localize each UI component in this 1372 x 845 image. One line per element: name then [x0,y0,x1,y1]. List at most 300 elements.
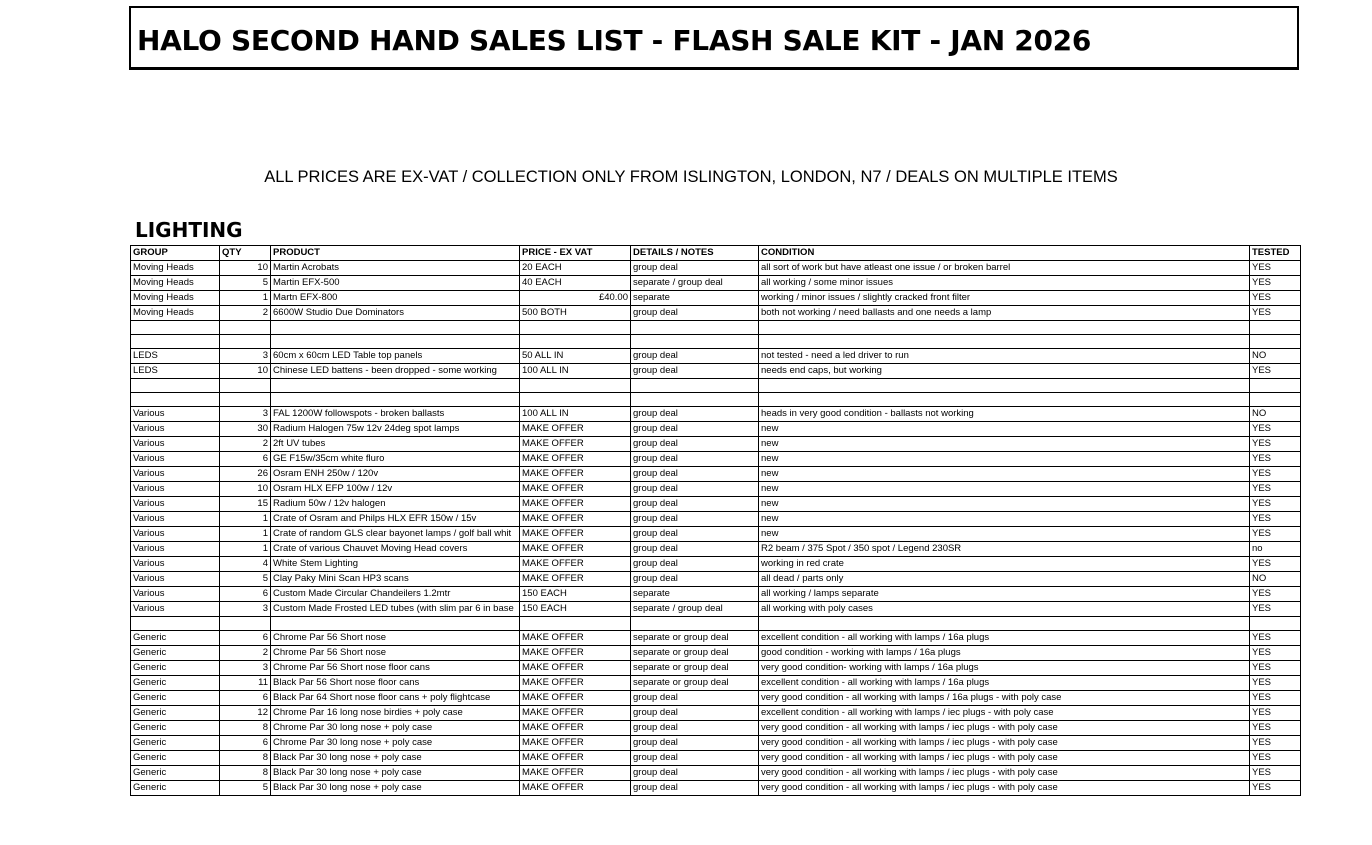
cell-condition: good condition - working with lamps / 16a plugs [759,646,1250,661]
cell-price: MAKE OFFER [520,542,631,557]
cell-condition: R2 beam / 375 Spot / 350 spot / Legend 230SR [759,542,1250,557]
cell-tested: YES [1250,781,1301,796]
cell-group: Generic [131,661,220,676]
cell-product: Custom Made Frosted LED tubes (with slim par 6 in base [271,602,520,617]
cell-product [271,321,520,335]
cell-group: Moving Heads [131,261,220,276]
cell-product: Martin Acrobats [271,261,520,276]
cell-price: MAKE OFFER [520,676,631,691]
cell-details: group deal [631,261,759,276]
cell-tested: YES [1250,452,1301,467]
table-row [131,364,1301,379]
cell-tested: YES [1250,557,1301,572]
cell-price: MAKE OFFER [520,422,631,437]
cell-price [520,393,631,407]
cell-price: 150 EACH [520,587,631,602]
cell-product [271,335,520,349]
cell-condition: very good condition - all working with lamps / iec plugs - with poly case [759,781,1250,796]
table-row [131,691,1301,706]
cell-tested: YES [1250,422,1301,437]
cell-condition: excellent condition - all working with lamps / 16a plugs [759,631,1250,646]
cell-details: separate or group deal [631,646,759,661]
cell-product: Osram ENH 250w / 120v [271,467,520,482]
cell-group: Various [131,407,220,422]
cell-price: MAKE OFFER [520,691,631,706]
cell-product: Osram HLX EFP 100w / 12v [271,482,520,497]
cell-tested: NO [1250,349,1301,364]
table-row [131,781,1301,796]
cell-group: Generic [131,706,220,721]
cell-condition: needs end caps, but working [759,364,1250,379]
cell-details: separate or group deal [631,631,759,646]
cell-qty: 5 [220,276,271,291]
cell-tested: YES [1250,261,1301,276]
table-row [131,437,1301,452]
cell-details: group deal [631,766,759,781]
cell-product: Chinese LED battens - been dropped - some working [271,364,520,379]
cell-tested: YES [1250,766,1301,781]
cell-qty: 15 [220,497,271,512]
cell-details [631,335,759,349]
cell-price: MAKE OFFER [520,482,631,497]
cell-qty: 10 [220,261,271,276]
cell-qty: 8 [220,721,271,736]
cell-price: MAKE OFFER [520,527,631,542]
cell-condition: all working with poly cases [759,602,1250,617]
header-row [131,246,1301,261]
cell-details: separate [631,587,759,602]
cell-details [631,617,759,631]
cell-group: Various [131,527,220,542]
cell-tested: YES [1250,437,1301,452]
cell-details: group deal [631,781,759,796]
cell-qty: 8 [220,766,271,781]
cell-qty: 11 [220,676,271,691]
cell-product: Chrome Par 56 Short nose [271,646,520,661]
cell-tested: YES [1250,646,1301,661]
cell-price: MAKE OFFER [520,751,631,766]
cell-price: MAKE OFFER [520,631,631,646]
cell-tested: YES [1250,602,1301,617]
cell-tested: YES [1250,482,1301,497]
cell-qty: 30 [220,422,271,437]
cell-product: Chrome Par 30 long nose + poly case [271,721,520,736]
cell-details [631,379,759,393]
cell-price: MAKE OFFER [520,706,631,721]
cell-tested [1250,617,1301,631]
cell-details: group deal [631,721,759,736]
cell-condition: new [759,437,1250,452]
cell-qty [220,335,271,349]
cell-group: LEDS [131,349,220,364]
cell-price: 50 ALL IN [520,349,631,364]
cell-tested: YES [1250,661,1301,676]
header-product: PRODUCT [271,246,520,261]
cell-details: group deal [631,691,759,706]
table-row [131,676,1301,691]
cell-qty: 1 [220,291,271,306]
cell-tested: YES [1250,467,1301,482]
section-heading: LIGHTING [135,218,243,242]
table-row [131,393,1301,407]
cell-price: MAKE OFFER [520,661,631,676]
table-row [131,276,1301,291]
cell-group: Moving Heads [131,306,220,321]
cell-qty: 26 [220,467,271,482]
cell-qty: 6 [220,452,271,467]
cell-details: group deal [631,437,759,452]
cell-qty [220,393,271,407]
cell-condition: very good condition - all working with lamps / 16a plugs - with poly case [759,691,1250,706]
cell-qty: 5 [220,781,271,796]
cell-condition: new [759,512,1250,527]
header-tested: TESTED [1250,246,1301,261]
cell-details: group deal [631,482,759,497]
cell-qty: 3 [220,407,271,422]
cell-tested [1250,321,1301,335]
cell-tested: NO [1250,407,1301,422]
cell-price [520,321,631,335]
cell-condition: very good condition - all working with lamps / iec plugs - with poly case [759,751,1250,766]
cell-group: Various [131,497,220,512]
cell-details: separate or group deal [631,661,759,676]
table-row [131,321,1301,335]
cell-qty [220,379,271,393]
table-row [131,646,1301,661]
cell-price: MAKE OFFER [520,497,631,512]
cell-price: 150 EACH [520,602,631,617]
cell-tested: YES [1250,497,1301,512]
cell-details: group deal [631,364,759,379]
cell-product: Chrome Par 56 Short nose [271,631,520,646]
cell-product: Clay Paky Mini Scan HP3 scans [271,572,520,587]
cell-group: LEDS [131,364,220,379]
table-row [131,422,1301,437]
cell-condition [759,617,1250,631]
cell-tested: YES [1250,276,1301,291]
table-row [131,497,1301,512]
cell-qty: 10 [220,482,271,497]
cell-condition: new [759,497,1250,512]
table-row [131,306,1301,321]
cell-tested: YES [1250,587,1301,602]
table-row [131,721,1301,736]
cell-qty [220,321,271,335]
cell-product: FAL 1200W followspots - broken ballasts [271,407,520,422]
cell-tested: YES [1250,751,1301,766]
header-qty: QTY [220,246,271,261]
cell-tested: NO [1250,572,1301,587]
cell-product [271,617,520,631]
cell-qty: 3 [220,661,271,676]
cell-product: White Stem Lighting [271,557,520,572]
cell-tested [1250,335,1301,349]
cell-condition: both not working / need ballasts and one needs a lamp [759,306,1250,321]
header-group: GROUP [131,246,220,261]
cell-price: MAKE OFFER [520,721,631,736]
table-row [131,602,1301,617]
cell-product: Black Par 30 long nose + poly case [271,781,520,796]
cell-condition: excellent condition - all working with lamps / iec plugs - with poly case [759,706,1250,721]
cell-details: group deal [631,497,759,512]
cell-tested: no [1250,542,1301,557]
cell-condition: very good condition - all working with lamps / iec plugs - with poly case [759,721,1250,736]
cell-tested [1250,379,1301,393]
cell-qty: 6 [220,587,271,602]
cell-condition: not tested - need a led driver to run [759,349,1250,364]
cell-condition: very good condition- working with lamps / 16a plugs [759,661,1250,676]
cell-details: group deal [631,706,759,721]
cell-group: Generic [131,721,220,736]
cell-product: Chrome Par 56 Short nose floor cans [271,661,520,676]
cell-price: MAKE OFFER [520,557,631,572]
cell-group [131,321,220,335]
cell-product: Martn EFX-800 [271,291,520,306]
cell-qty: 4 [220,557,271,572]
cell-price: 40 EACH [520,276,631,291]
cell-group: Moving Heads [131,276,220,291]
cell-group: Generic [131,751,220,766]
cell-product: 2ft UV tubes [271,437,520,452]
cell-price: 500 BOTH [520,306,631,321]
table-row [131,557,1301,572]
cell-price: MAKE OFFER [520,437,631,452]
cell-condition: working in red crate [759,557,1250,572]
cell-condition: all sort of work but have atleast one issue / or broken barrel [759,261,1250,276]
cell-tested: YES [1250,306,1301,321]
header-details: DETAILS / NOTES [631,246,759,261]
cell-tested: YES [1250,706,1301,721]
cell-group: Generic [131,781,220,796]
cell-group: Generic [131,631,220,646]
cell-condition: new [759,527,1250,542]
header-price: PRICE - EX VAT [520,246,631,261]
cell-details [631,393,759,407]
cell-condition: new [759,422,1250,437]
cell-condition: new [759,482,1250,497]
table-row [131,631,1301,646]
cell-qty: 12 [220,706,271,721]
table-body [131,261,1301,796]
cell-product: GE F15w/35cm white fluro [271,452,520,467]
cell-qty: 1 [220,542,271,557]
cell-condition [759,335,1250,349]
cell-qty: 8 [220,751,271,766]
cell-details: group deal [631,542,759,557]
cell-details [631,321,759,335]
cell-price: MAKE OFFER [520,512,631,527]
cell-condition: excellent condition - all working with lamps / 16a plugs [759,676,1250,691]
cell-tested: YES [1250,721,1301,736]
table-row [131,379,1301,393]
cell-condition: new [759,452,1250,467]
cell-product: 6600W Studio Due Dominators [271,306,520,321]
cell-price: MAKE OFFER [520,572,631,587]
cell-group [131,335,220,349]
cell-group: Various [131,602,220,617]
cell-details: separate / group deal [631,276,759,291]
cell-qty: 6 [220,736,271,751]
cell-group: Various [131,467,220,482]
cell-group: Moving Heads [131,291,220,306]
table-row [131,766,1301,781]
cell-product: Radium Halogen 75w 12v 24deg spot lamps [271,422,520,437]
table-row [131,512,1301,527]
cell-product [271,379,520,393]
cell-group [131,393,220,407]
cell-product [271,393,520,407]
cell-details: group deal [631,512,759,527]
cell-condition: working / minor issues / slightly cracked front filter [759,291,1250,306]
cell-tested: YES [1250,364,1301,379]
cell-product: Black Par 30 long nose + poly case [271,766,520,781]
table-row [131,572,1301,587]
cell-product: Crate of random GLS clear bayonet lamps / golf ball whit [271,527,520,542]
cell-product: Custom Made Circular Chandeilers 1.2mtr [271,587,520,602]
cell-tested: YES [1250,631,1301,646]
cell-price [520,617,631,631]
cell-group: Various [131,437,220,452]
table-row [131,661,1301,676]
cell-product: Martin EFX-500 [271,276,520,291]
cell-qty: 2 [220,646,271,661]
cell-condition [759,379,1250,393]
cell-product: Radium 50w / 12v halogen [271,497,520,512]
cell-qty: 6 [220,631,271,646]
cell-group: Generic [131,736,220,751]
cell-qty: 2 [220,437,271,452]
cell-tested: YES [1250,691,1301,706]
cell-details: group deal [631,527,759,542]
cell-group: Generic [131,691,220,706]
cell-details: group deal [631,349,759,364]
cell-details: separate [631,291,759,306]
cell-price: 20 EACH [520,261,631,276]
cell-qty: 6 [220,691,271,706]
cell-group: Generic [131,676,220,691]
cell-group: Various [131,587,220,602]
cell-condition [759,393,1250,407]
cell-condition: heads in very good condition - ballasts not working [759,407,1250,422]
cell-tested: YES [1250,527,1301,542]
cell-group: Various [131,572,220,587]
table-row [131,587,1301,602]
cell-details: group deal [631,422,759,437]
cell-price: MAKE OFFER [520,467,631,482]
cell-group: Generic [131,766,220,781]
cell-details: group deal [631,467,759,482]
cell-price: MAKE OFFER [520,452,631,467]
table-row [131,349,1301,364]
header-condition: CONDITION [759,246,1250,261]
cell-price [520,379,631,393]
cell-price: MAKE OFFER [520,766,631,781]
cell-details: group deal [631,557,759,572]
cell-details: group deal [631,306,759,321]
cell-product: Black Par 64 Short nose floor cans + poly flightcase [271,691,520,706]
cell-condition: all working / some minor issues [759,276,1250,291]
cell-qty: 2 [220,306,271,321]
title-box [129,6,1299,70]
table-row [131,482,1301,497]
table-row [131,261,1301,276]
cell-product: Crate of various Chauvet Moving Head covers [271,542,520,557]
cell-condition: very good condition - all working with lamps / iec plugs - with poly case [759,766,1250,781]
sales-table [130,245,1301,796]
cell-condition: new [759,467,1250,482]
cell-price: £40.00 [520,291,631,306]
cell-qty: 5 [220,572,271,587]
cell-group: Various [131,542,220,557]
table-row [131,291,1301,306]
cell-price: 100 ALL IN [520,364,631,379]
table-row [131,706,1301,721]
cell-details: group deal [631,452,759,467]
cell-price: MAKE OFFER [520,736,631,751]
cell-group: Various [131,557,220,572]
cell-qty: 10 [220,364,271,379]
cell-details: group deal [631,407,759,422]
table-row [131,452,1301,467]
cell-condition: all dead / parts only [759,572,1250,587]
table-row [131,407,1301,422]
cell-qty: 1 [220,527,271,542]
cell-product: 60cm x 60cm LED Table top panels [271,349,520,364]
cell-product: Chrome Par 16 long nose birdies + poly case [271,706,520,721]
cell-details: separate / group deal [631,602,759,617]
cell-tested: YES [1250,512,1301,527]
cell-price: 100 ALL IN [520,407,631,422]
cell-product: Crate of Osram and Philps HLX EFR 150w / 15v [271,512,520,527]
page-subtitle: ALL PRICES ARE EX-VAT / COLLECTION ONLY FROM ISLINGTON, LONDON, N7 / DEALS ON MULTIPLE ITEMS [264,168,1118,186]
cell-price: MAKE OFFER [520,646,631,661]
table-row [131,467,1301,482]
cell-group: Various [131,482,220,497]
cell-condition [759,321,1250,335]
cell-tested: YES [1250,291,1301,306]
table-row [131,751,1301,766]
cell-tested: YES [1250,676,1301,691]
cell-group [131,617,220,631]
cell-details: separate or group deal [631,676,759,691]
cell-details: group deal [631,736,759,751]
table-row [131,335,1301,349]
cell-qty: 3 [220,349,271,364]
cell-price [520,335,631,349]
cell-qty [220,617,271,631]
cell-group [131,379,220,393]
cell-group: Various [131,512,220,527]
cell-group: Generic [131,646,220,661]
cell-qty: 3 [220,602,271,617]
cell-group: Various [131,422,220,437]
cell-condition: very good condition - all working with lamps / iec plugs - with poly case [759,736,1250,751]
table-row [131,617,1301,631]
cell-tested: YES [1250,736,1301,751]
cell-product: Black Par 56 Short nose floor cans [271,676,520,691]
table-row [131,542,1301,557]
cell-product: Chrome Par 30 long nose + poly case [271,736,520,751]
cell-tested [1250,393,1301,407]
page-title: HALO SECOND HAND SALES LIST - FLASH SALE KIT - JAN 2026 [137,24,1092,57]
table-row [131,527,1301,542]
cell-product: Black Par 30 long nose + poly case [271,751,520,766]
cell-price: MAKE OFFER [520,781,631,796]
cell-group: Various [131,452,220,467]
table-row [131,736,1301,751]
cell-details: group deal [631,751,759,766]
cell-details: group deal [631,572,759,587]
